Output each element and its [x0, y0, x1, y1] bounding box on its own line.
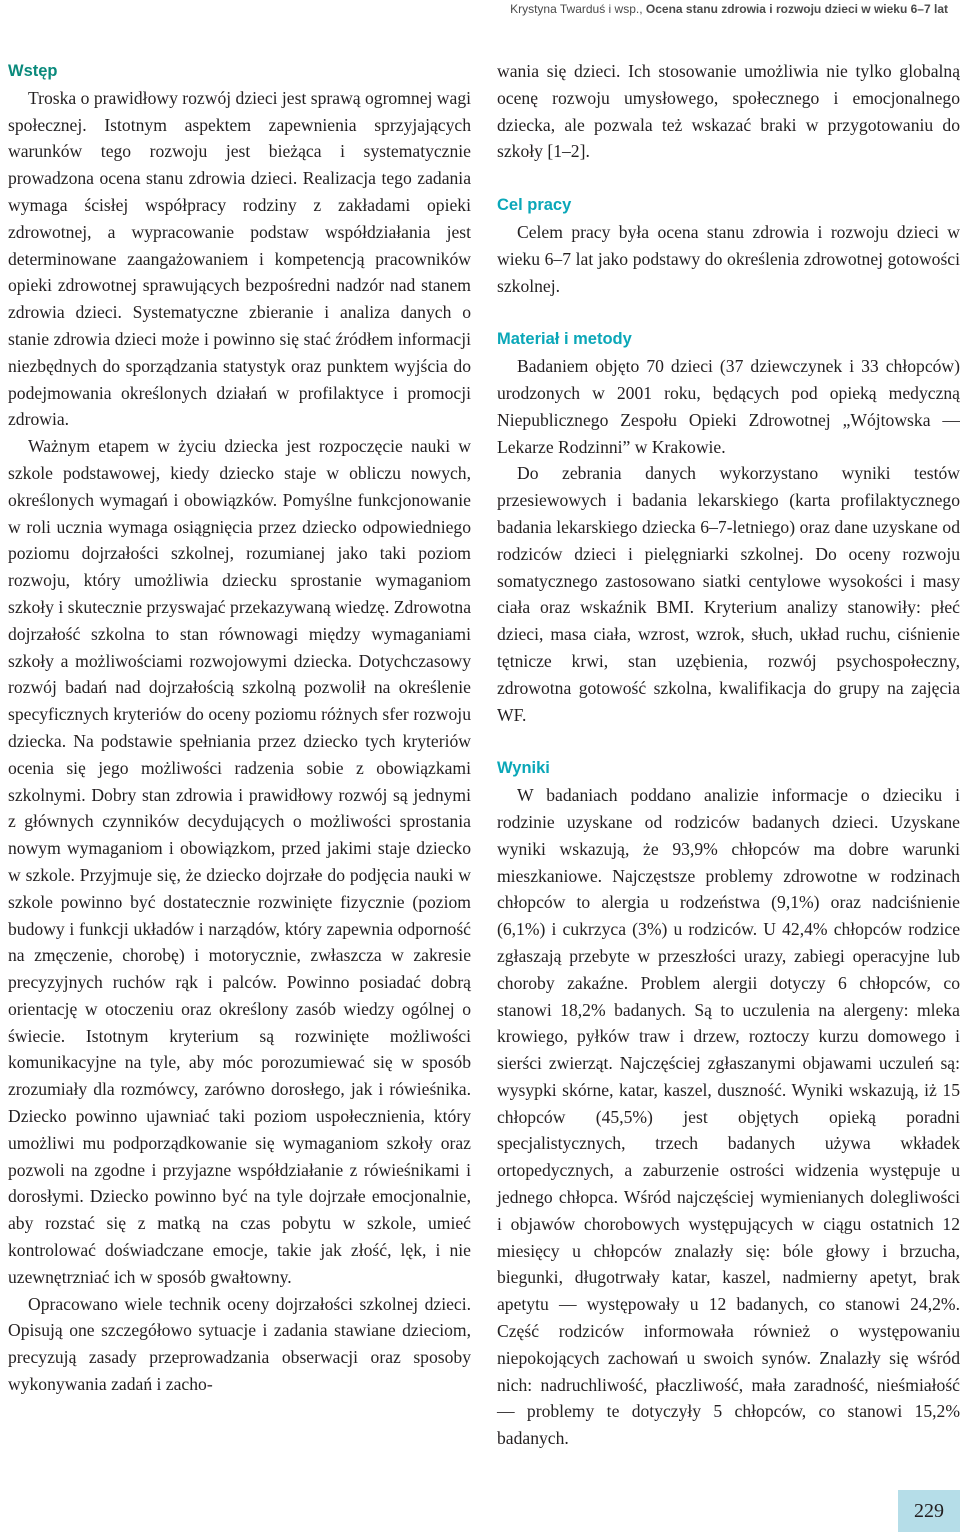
introduction-paragraph: Ważnym etapem w życiu dziecka jest rozpoczęcie nauki w szkole podstawowej, kiedy dziecko staje w obliczu nowych, określonych wymagań i obowiązków. Pomyślne funkcjonowanie w roli ucznia wymaga osiągnięcia przez dziecko odpowiedniego poziomu dojrzałości szkolnej, rozumianej jako taki poziom rozwoju, który umożliwia dziecku sprostanie wymaganiom szkoły i skutecznie przyswajać przekazywaną wiedzę. Zdrowotna dojrzałość szkolna to stan równowagi między wymaganiami szkoły a możliwościami rozwojowymi dziecka. Dotychczasowy rozwój badań nad dojrzałością szkolną pozwolił na określenie specyficznych kryteriów do oceny poziomu różnych sfer rozwoju dziecka. Na podstawie spełniania przez dziecko tych kryteriów ocenia się jego możliwości radzenia sobie z obowiązkami szkolnymi. Dobry stan zdrowia i prawidłowy rozwój są jednymi z głównych czynników decydujących o możliwości sprostania nowym wymaganiom i obowiązkom, przed jakimi staje dziecko w szkole. Przyjmuje się, że dziecko dojrzałe do podjęcia nauki w szkole powinno być dostatecznie rozwinięte fizycznie (poziom budowy i funkcji układów i narządów, który zapewnia odporność na zmęczenie, chorobę) i motorycznie, zwłaszcza w zakresie precyzyjnych ruchów rąk i palców. Powinno posiadać dobrą orientację w otoczeniu oraz określony zasób wiedzy ogólnej o świecie. Istotnym kryterium są rozwinięte możliwości komunikacyjne na tyle, aby móc porozumiewać się w sposób zrozumiały dla rozmówcy, zarówno dorosłego, jak i rówieśnika. Dziecko powinno ujawniać taki poziom uspołecznienia, który umożliwi mu podporządkowanie się wymaganiom szkoły oraz pozwoli na zgodne i przyjazne współdziałanie z rówieśnikami i dorosłymi. Dziecko powinno być na tyle dojrzałe emocjonalnie, aby rozstać się z matką na czas pobytu w szkole, umieć kontrolować doświadczane emocje, takie jak złość, lęk, i nie uzewnętrzniać ich w sposób gwałtowny.: [8, 436, 471, 1287]
section-heading-results: Wyniki: [497, 759, 550, 778]
running-header-title: Ocena stanu zdrowia i rozwoju dzieci w wieku 6–7 lat: [645, 2, 948, 16]
results-paragraph: W badaniach poddano analizie informacje o dzieciku i rodzinie uzyskane od rodziców badanych dzieci. Uzyskane wyniki wskazują, że 93,9% chłopców ma dobre warunki mieszkaniowe. Najczęstsze problemy zdrowotne w rodzinach chłopców to alergia u rodzeństwa (9,1%) oraz nadciśnienie (6,1%) i cukrzyca (3%) u rodziców. U 42,4% chłopców rodzice zgłaszają przebyte w przeszłości urazy, zabiegi operacyjne lub choroby zakaźne. Problem alergii dotyczy 6 chłopców, co stanowi 18,2% badanych. Są to uczulenia na alergeny: mleka krowiego, pyłków traw i drzew, roztoczy kurzu domowego i sierści zwierząt. Najczęściej zgłaszanymi objawami uczuleń są: wysypki skórne, katar, kaszel, duszność. Wyniki wskazują, iż 15 chłopców (45,5%) jest objętych opieką poradni specjalistycznych, trzech badanych używa wkładek ortopedycznych, a zaburzenie ostrości widzenia występuje u jednego chłopca. Wśród najczęściej wymienianych dolegliwości i objawów chorobowych występujących w ciągu ostatnich 12 miesięcy u chłopców znalazły się: bóle głowy i brzucha, biegunki, długotrwały katar, kaszel, nadmierny apetyt, brak apetytu — występowały u 12 badanych, co stanowi 24,2%. Część rodziców informowała również o występowaniu niepokojących zachowań u swoich synów. Znalazły się wśród nich: nadruchliwość, płaczliwość, mała zaradność, nieśmiałość — problemy te dotyczyły 5 chłopców, co stanowi 15,2% badanych.: [497, 785, 960, 1449]
section-heading-aim: Cel pracy: [497, 196, 572, 215]
methods-paragraph: Do zebrania danych wykorzystano wyniki testów przesiewowych i badania lekarskiego (karta profilaktycznego badania lekarskiego dziecka 6–7-letniego) oraz dane uzyskane od rodziców dzieci i pielęgniarki szkolnej. Do oceny rozwoju somatycznego zastosowano siatki centylowe wysokości i masy ciała oraz wskaźnik BMI. Kryterium analizy stanowiły: płeć dzieci, masa ciała, wzrost, wzrok, słuch, układ ruchu, ciśnienie tętnicze krwi, stan uzębienia, rozwój psychospołeczny, zdrowotna gotowość szkolna, kwalifikacja do grupy na zajęcia WF.: [497, 463, 960, 725]
continued-paragraph: wania się dzieci. Ich stosowanie umożliwia nie tylko globalną ocenę rozwoju umysłowego, społecznego i emocjonalnego dziecka, ale pozwala też wskazać braki w przygotowaniu do szkoły [1–2].: [497, 61, 960, 162]
page-number: 229: [898, 1490, 960, 1532]
running-header-authors: Krystyna Twarduś i wsp.,: [510, 2, 643, 16]
introduction-paragraph: Opracowano wiele technik oceny dojrzałości szkolnej dzieci. Opisują one szczegółowo sytuacje i zadania stawiane dzieciom, precyzują zasady przeprowadzania obserwacji oraz sposoby wykonywania zadań i zacho-: [8, 1293, 471, 1395]
aim-paragraph: Celem pracy była ocena stanu zdrowia i rozwoju dzieci w wieku 6–7 lat jako podstawy do określenia zdrowotnej gotowości szkolnej.: [497, 221, 960, 296]
right-column: [497, 58, 960, 1452]
section-heading-introduction: Wstęp: [8, 62, 58, 80]
left-column: [8, 58, 471, 1398]
section-heading-methods: Materiał i metody: [497, 330, 632, 349]
introduction-paragraph: Troska o prawidłowy rozwój dzieci jest sprawą ogromnej wagi społecznej. Istotnym aspektem zapewnienia sprzyjających warunków tego rozwoju jest bieżąca i systematycznie prowadzona ocena stanu zdrowia dzieci. Realizacja tego zadania wymaga ścisłej współpracy rodziny z zakładami opieki zdrowotnej, a wypracowanie podstaw współdziałania jest determinowane zaangażowaniem i kompetencją pracowników opieki zdrowotnej sprawujących bezpośredni nadzór nad stanem zdrowia dzieci. Systematyczne zbieranie i analiza danych o stanie zdrowia dzieci może i powinno się stać źródłem informacji niezbędnych do sporządzania statystyk oraz punktem wyjścia do podejmowania określonych działań w profilaktyce i promocji zdrowia.: [8, 87, 472, 430]
running-header: [510, 0, 948, 18]
methods-paragraph: Badaniem objęto 70 dzieci (37 dziewczynek i 33 chłopców) urodzonych w 2001 roku, będących pod opieką medyczną Niepublicznego Zespołu Opieki Zdrowotnej „Wójtowska — Lekarze Rodzinni” w Krakowie.: [497, 356, 960, 457]
